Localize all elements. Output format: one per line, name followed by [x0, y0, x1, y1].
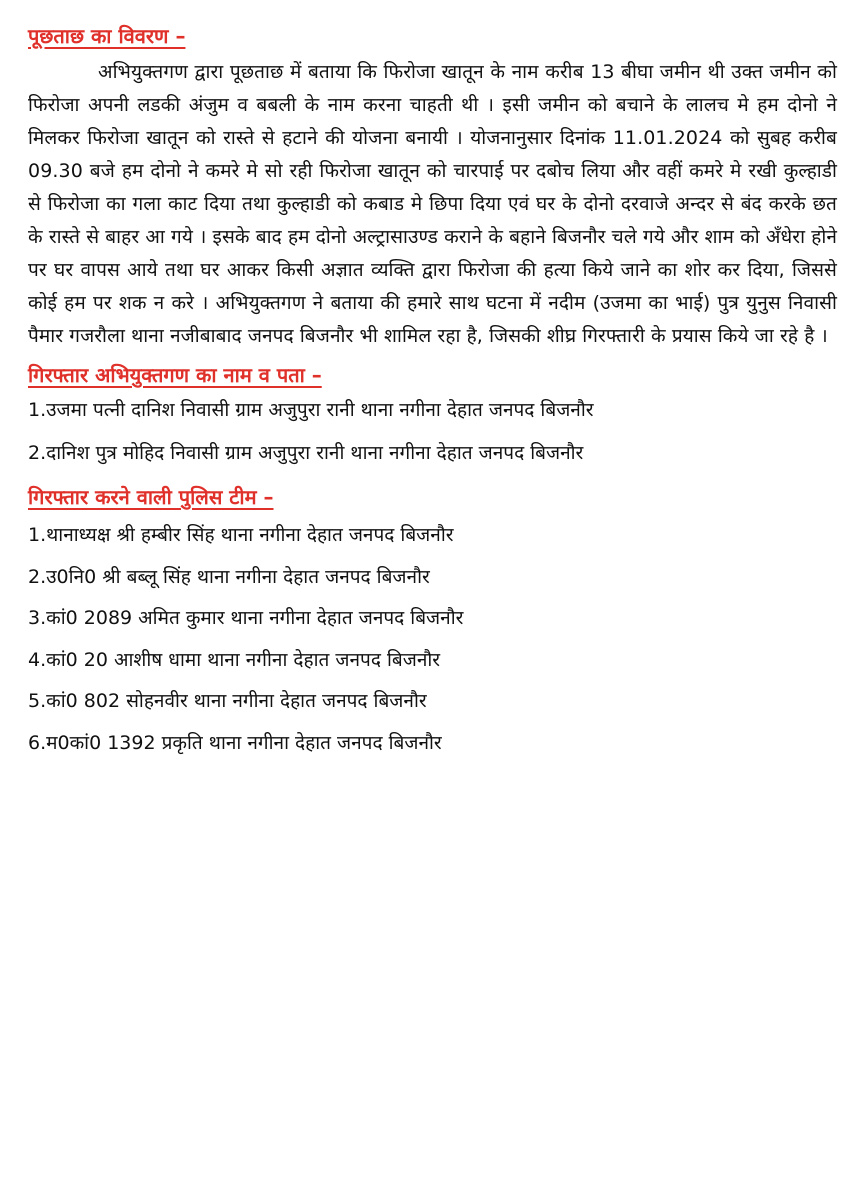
list-item: 1.उजमा पत्नी दानिश निवासी ग्राम अजुपुरा रानी थाना नगीना देहात जनपद बिजनौर — [28, 399, 594, 421]
police-team-section — [28, 483, 837, 764]
list-item: 1.थानाध्यक्ष श्री हम्बीर सिंह थाना नगीना देहात जनपद बिजनौर — [28, 524, 454, 546]
interrogation-section — [28, 22, 837, 353]
list-item: 5.कां0 802 सोहनवीर थाना नगीना देहात जनपद बिजनौर — [28, 690, 427, 712]
interrogation-heading: पूछताछ का विवरण – — [28, 24, 186, 48]
arrested-list — [28, 389, 837, 475]
arrested-heading: गिरफ्तार अभियुक्तगण का नाम व पता – — [28, 363, 322, 387]
police-team-list — [28, 515, 837, 764]
interrogation-paragraph: अभियुक्तगण द्वारा पूछताछ में बताया कि फिरोजा खातून के नाम करीब 13 बीघा जमीन थी उक्त जमीन को फिरोजा अपनी लडकी अंजुम व बबली के नाम करना चाहती थी । इसी जमीन को बचाने के लालच मे हम दोनो ने मिलकर फिरोजा खातून को रास्ते से हटाने की योजना बनायी । योजनानुसार दिनांक 11.01.2024 को सुबह करीब 09.30 बजे हम दोनो ने कमरे मे सो रही फिरोजा खातून को चारपाई पर दबोच लिया और वहीं कमरे मे रखी कुल्हाडी से फिरोजा का गला काट दिया तथा कुल्हाडी को कबाड मे छिपा दिया एवं घर के दोनो दरवाजे अन्दर से बंद करके छत के रास्ते से बाहर आ गये । इसके बाद हम दोनो अल्ट्रासाउण्ड कराने के बहाने बिजनौर चले गये और शाम को अँधेरा होने पर घर वापस आये तथा घर आकर किसी अज्ञात व्यक्ति द्वारा फिरोजा की हत्या किये जाने का शोर कर दिया, जिससे कोई हम पर शक न करे । अभियुक्तगण ने बताया की हमारे साथ घटना में नदीम (उजमा का भाई) पुत्र युनुस निवासी पैमार गजरौला थाना नजीबाबाद जनपद बिजनौर भी शामिल रहा है, जिसकी शीघ्र गिरफ्तारी के प्रयास किये जा रहे है । — [28, 61, 837, 347]
list-item: 4.कां0 20 आशीष धामा थाना नगीना देहात जनपद बिजनौर — [28, 648, 441, 671]
list-item: 6.म0कां0 1392 प्रकृति थाना नगीना देहात जनपद बिजनौर — [28, 731, 442, 754]
list-item: 2.दानिश पुत्र मोहिद निवासी ग्राम अजुपुरा रानी थाना नगीना देहात जनपद बिजनौर — [28, 442, 584, 464]
list-item: 2.उ0नि0 श्री बब्लू सिंह थाना नगीना देहात जनपद बिजनौर — [28, 565, 430, 588]
list-item: 3.कां0 2089 अमित कुमार थाना नगीना देहात जनपद बिजनौर — [28, 607, 464, 629]
arrested-section — [28, 361, 837, 475]
police-team-heading: गिरफ्तार करने वाली पुलिस टीम – — [28, 485, 274, 509]
